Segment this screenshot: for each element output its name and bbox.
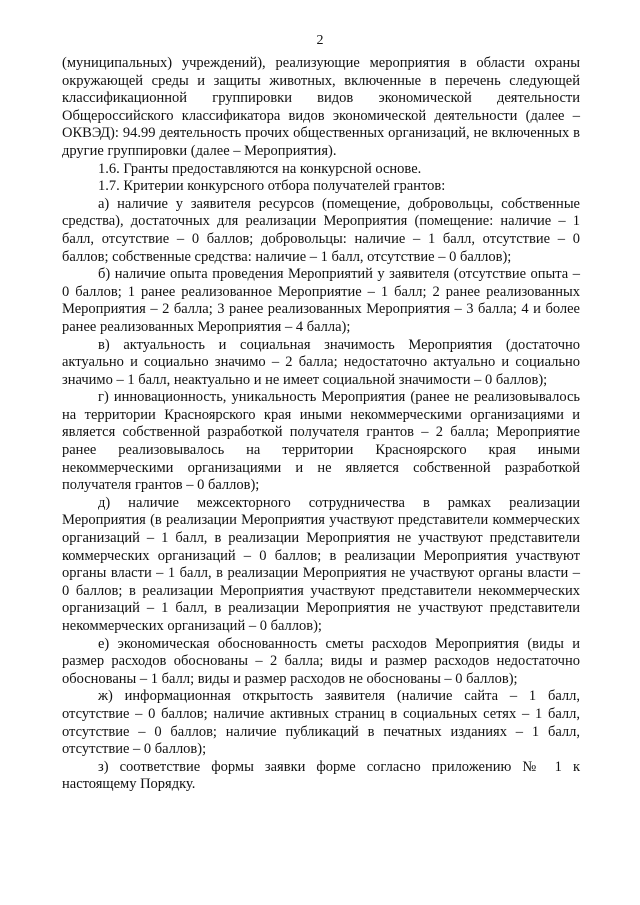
criterion-b: б) наличие опыта проведения Мероприятий у заявителя (отсутствие опыта – 0 баллов; 1 ранее реализованное Мероприятие – 1 балл; 2 ранее реализованных Мероприятия – 2 балла; 3 ранее реализованных Мероприятия – 3 балла; 4 и более ранее реализованных Мероприятия – 4 балла);	[62, 266, 580, 335]
criterion-v: в) актуальность и социальная значимость Мероприятия (достаточно актуально и социально значимо – 2 балла; недостаточно актуально и социально значимо – 1 балл, неактуально и не имеет социальной значимости – 0 баллов);	[62, 336, 580, 388]
criterion-e: е) экономическая обоснованность сметы расходов Мероприятия (виды и размер расходов обоснованы – 2 балла; виды и размер расходов недостаточно обоснованы – 1 балл; виды и размер расходов не обоснованы – 0 баллов);	[62, 635, 580, 687]
criterion-zh: ж) информационная открытость заявителя (наличие сайта – 1 балл, отсутствие – 0 баллов; наличие активных страниц в социальных сетях – 1 балл, отсутствие – 0 баллов; наличие публикаций в печатных изданиях – 1 балл, отсутствие – 0 баллов);	[62, 688, 580, 758]
paragraph-1-7: 1.7. Критерии конкурсного отбора получателей грантов:	[98, 178, 446, 195]
paragraph-1-6: 1.6. Гранты предоставляются на конкурсной основе.	[98, 160, 422, 177]
criterion-d: д) наличие межсекторного сотрудничества в рамках реализации Мероприятия (в реализации Мероприятия участвуют представители коммерческих организаций – 1 балл, в реализации Мероприятия не участвуют представители коммерческих организаций – 0 баллов; в реализации Мероприятия участвуют органы власти – 1 балл, в реализации Мероприятия не участвуют органы власти – 0 баллов; в реализации Мероприятия участвуют представители некоммерческих организаций – 1 балл, в реализации Мероприятия не участвуют представители некоммерческих организаций – 0 баллов);	[62, 494, 580, 634]
paragraph-continuation: (муниципальных) учреждений), реализующие мероприятия в области охраны окружающей среды и защиты животных, включенные в перечень следующей классификационной группировки видов экономической деятельности Общероссийского классификатора видов экономической деятельности (далее – ОКВЭД): 94.99 деятельность прочих общественных организаций, не включенных в другие группировки (далее – Мероприятия).	[62, 55, 580, 159]
criterion-a: а) наличие у заявителя ресурсов (помещение, добровольцы, собственные средства), достаточных для реализации Мероприятия (помещение: наличие – 1 балл, отсутствие – 0 баллов; добровольцы: наличие – 1 балл, отсутствие – 0 баллов; собственные средства: наличие – 1 балл, отсутствие – 0 баллов);	[62, 195, 580, 265]
criterion-g: г) инновационность, уникальность Мероприятия (ранее не реализовывалось на территории Красноярского края иными некоммерческими организациями и является собственной разработкой получателя грантов – 2 балла; Мероприятие ранее реализовывалось на территории Красноярского края иными некоммерческими организациями и не является собственной разработкой получателя грантов – 0 баллов);	[62, 389, 580, 494]
document-body	[62, 55, 580, 794]
page-number: 2	[316, 33, 324, 48]
criterion-z: з) соответствие формы заявки форме согласно приложению № 1 к настоящему Порядку.	[62, 758, 580, 793]
